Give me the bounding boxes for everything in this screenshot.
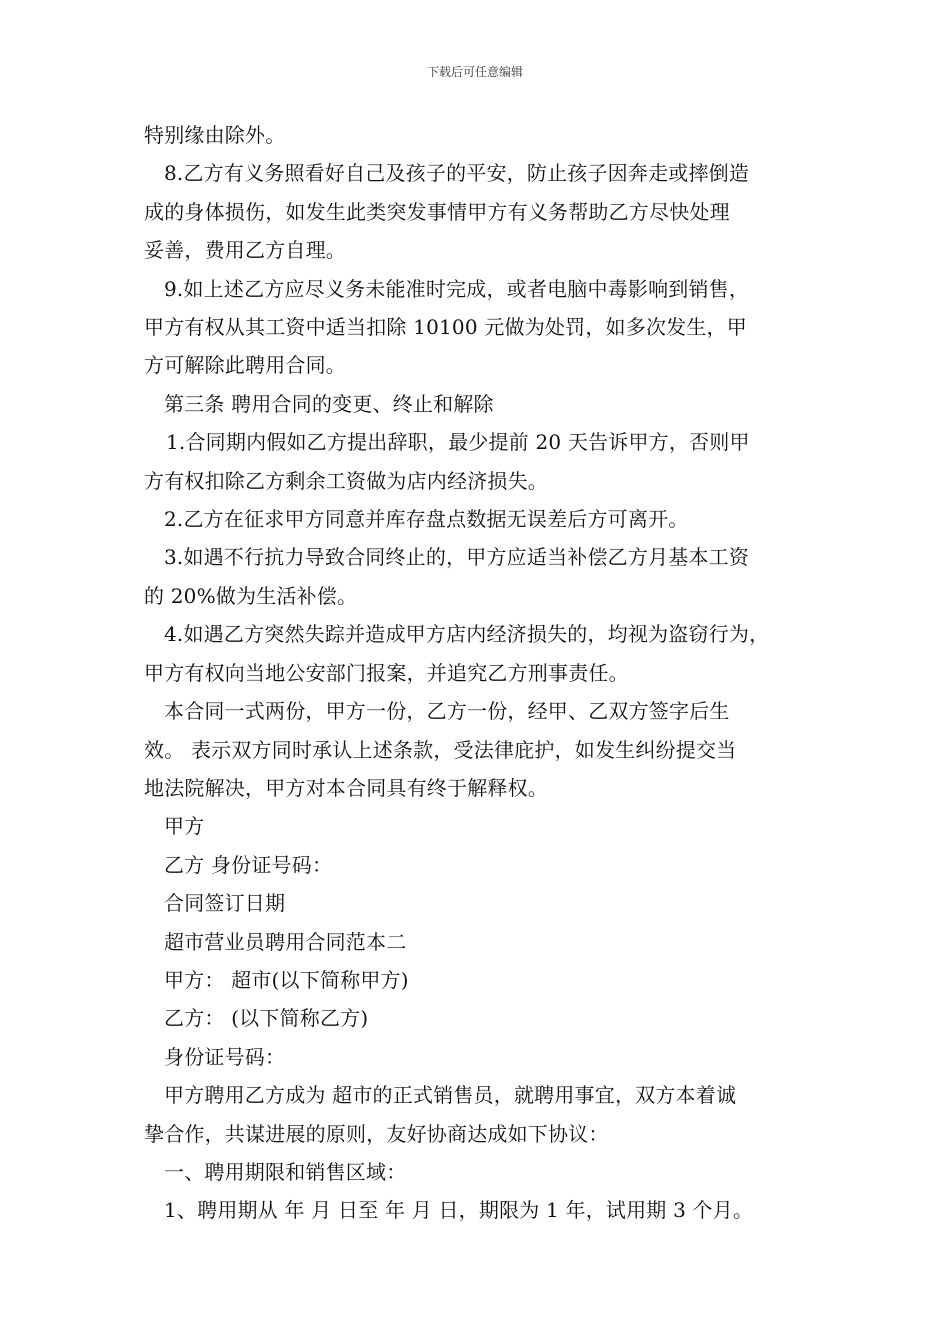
signature-party-a: 甲方 — [164, 814, 205, 839]
text-line: 4.如遇乙方突然失踪并造成甲方店内经济损失的，均视为盗窃行为， — [164, 622, 770, 647]
text-line: 8.乙方有义务照看好自己及孩子的平安，防止孩子因奔走或摔倒造 — [164, 161, 750, 186]
document-subtitle: 超市营业员聘用合同范本二 — [164, 929, 407, 954]
text-line: 的 20%做为生活补偿。 — [144, 583, 358, 608]
text-line: 成的身体损伤，如发生此类突发事情甲方有义务帮助乙方尽快处理 — [144, 199, 730, 224]
text-line: 9.如上述乙方应尽义务未能准时完成，或者电脑中毒影响到销售， — [164, 276, 750, 301]
text-line: 3.如遇不行抗力导致合同终止的，甲方应适当补偿乙方月基本工资 — [164, 545, 750, 570]
text-line: 1.合同期内假如乙方提出辞职，最少提前 20 天告诉甲方，否则甲 — [166, 430, 750, 455]
section-heading: 第三条 聘用合同的变更、终止和解除 — [164, 391, 494, 416]
text-line: 地法院解决，甲方对本合同具有终于解释权。 — [144, 775, 548, 800]
text-line: 效。 表示双方同时承认上述条款，受法律庇护，如发生纠纷提交当 — [144, 737, 737, 762]
text-line: 妥善，费用乙方自理。 — [144, 238, 346, 263]
party-b-line: 乙方： (以下简称乙方) — [164, 1006, 369, 1031]
signing-date: 合同签订日期 — [164, 891, 286, 916]
text-line: 本合同一式两份，甲方一份，乙方一份，经甲、乙双方签字后生 — [164, 699, 730, 724]
page-header-note: 下载后可任意编辑 — [426, 65, 523, 79]
text-line: 方可解除此聘用合同。 — [144, 353, 346, 378]
text-line: 甲方有权向当地公安部门报案，并追究乙方刑事责任。 — [144, 660, 629, 685]
document-body — [144, 116, 816, 1230]
section-heading: 一、聘用期限和销售区域： — [164, 1159, 407, 1184]
text-line: 挚合作，共谋进展的原则，友好协商达成如下协议： — [144, 1121, 609, 1146]
text-line: 1、聘用期从 年 月 日至 年 月 日，期限为 1 年，试用期 3 个月。 — [164, 1198, 754, 1223]
text-line: 甲方聘用乙方成为 超市的正式销售员，就聘用事宜，双方本着诚 — [164, 1083, 737, 1108]
text-line: 甲方有权从其工资中适当扣除 10100 元做为处罚，如多次发生，甲 — [144, 315, 747, 340]
text-line: 方有权扣除乙方剩余工资做为店内经济损失。 — [144, 468, 548, 493]
party-a-line: 甲方： 超市(以下简称甲方) — [164, 967, 409, 992]
text-line: 2.乙方在征求甲方同意并库存盘点数据无误差后方可离开。 — [164, 507, 689, 532]
id-number-line: 身份证号码： — [164, 1044, 286, 1069]
text-line: 特别缘由除外。 — [144, 123, 286, 147]
signature-party-b: 乙方 身份证号码： — [164, 852, 333, 877]
